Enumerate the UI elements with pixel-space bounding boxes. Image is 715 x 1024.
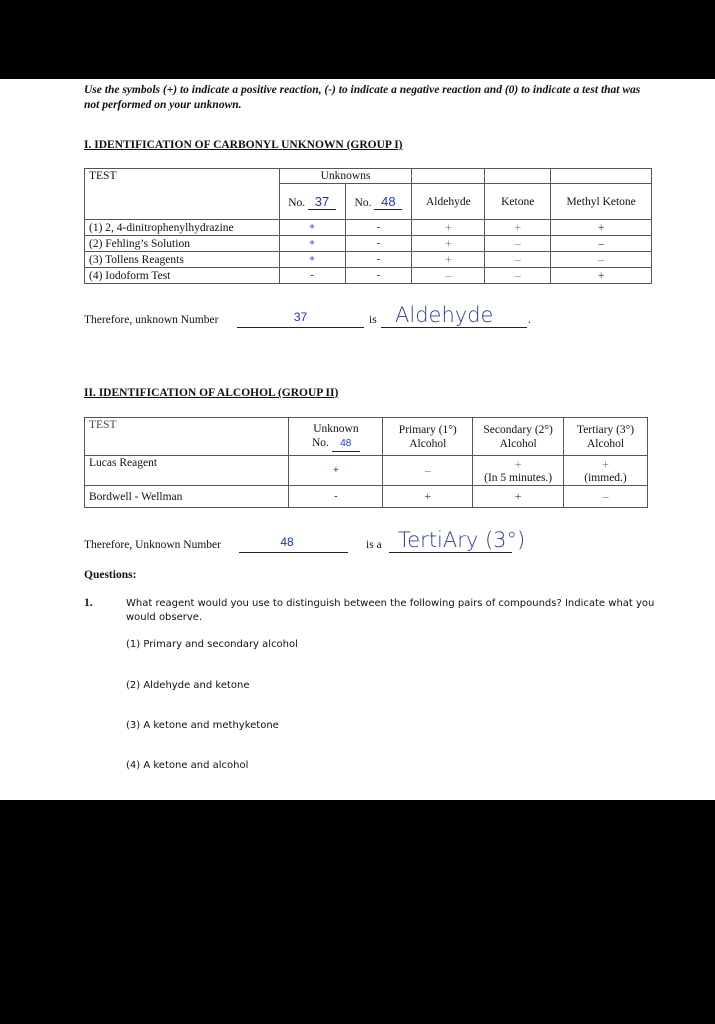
answer-line [381,327,527,328]
alcohol-table [84,417,648,508]
unknown2-cell: No. 48 [345,184,412,220]
test-header: TEST [85,169,280,220]
table-row: (3) Tollens Reagents + - + – – [85,252,652,268]
question-number: 1. [84,597,93,609]
therefore-number-2: 48 [280,535,294,549]
question-text-line2: would observe. [126,612,203,623]
therefore-label-1: Therefore, unknown Number [84,314,219,326]
questions-heading: Questions: [84,569,137,581]
table-row: Lucas Reagent + – + (In 5 minutes.) + (immed.) [85,456,648,486]
list-item: (4) A ketone and alcohol [126,760,249,771]
test-header-2: TEST [85,418,289,456]
list-item: (1) Primary and secondary alcohol [126,639,298,650]
handwritten-answer-1: Aldehyde [395,303,494,327]
list-item: (2) Aldehyde and ketone [126,680,250,691]
answer-line [389,552,512,553]
unknown1-number: 37 [308,194,336,210]
section1-heading: I. IDENTIFICATION OF CARBONYL UNKNOWN (GROUP I) [84,139,403,151]
unknown1-cell: No. 37 [279,184,345,220]
table-row: (1) 2, 4-dinitrophenylhydrazine + - + + + [85,220,652,236]
col-methyl-ketone: Methyl Ketone [551,184,652,220]
answer-line [239,552,348,553]
section2-heading: II. IDENTIFICATION OF ALCOHOL (GROUP II) [84,387,339,399]
is-label: is [369,314,377,326]
table-row: (4) Iodoform Test - - – – + [85,268,652,284]
table-row: Bordwell - Wellman - + + – [85,486,648,508]
unknown-header-cell: Unknown No. 48 [289,418,383,456]
unknowns-header: Unknowns [279,169,412,184]
col-secondary: Secondary (2°) Alcohol [473,418,564,456]
table-row: (2) Fehling’s Solution + - + – – [85,236,652,252]
list-item: (3) A ketone and methyketone [126,720,279,731]
question-text-line1: What reagent would you use to distinguish between the following pairs of compounds? Indicate what you [126,598,655,609]
answer-line [237,327,364,328]
is-a-label: is a [366,539,382,551]
handwritten-answer-2: TertiAry (3°) [398,528,526,552]
therefore-number-1: 37 [293,310,308,324]
unknown-no: 48 [332,437,360,452]
col-aldehyde: Aldehyde [412,184,485,220]
instructions-text: Use the symbols (+) to indicate a positive reaction, (-) to indicate a negative reaction and (0) to indicate a test that was not performed on your unknown. [84,84,641,111]
col-tertiary: Tertiary (3°) Alcohol [564,418,648,456]
therefore-label-2: Therefore, Unknown Number [84,539,221,551]
col-ketone: Ketone [485,184,551,220]
carbonyl-table [84,168,652,284]
unknown2-number: 48 [374,194,402,210]
end-period: . [528,314,531,326]
worksheet-page [0,79,715,800]
col-primary: Primary (1°) Alcohol [383,418,473,456]
